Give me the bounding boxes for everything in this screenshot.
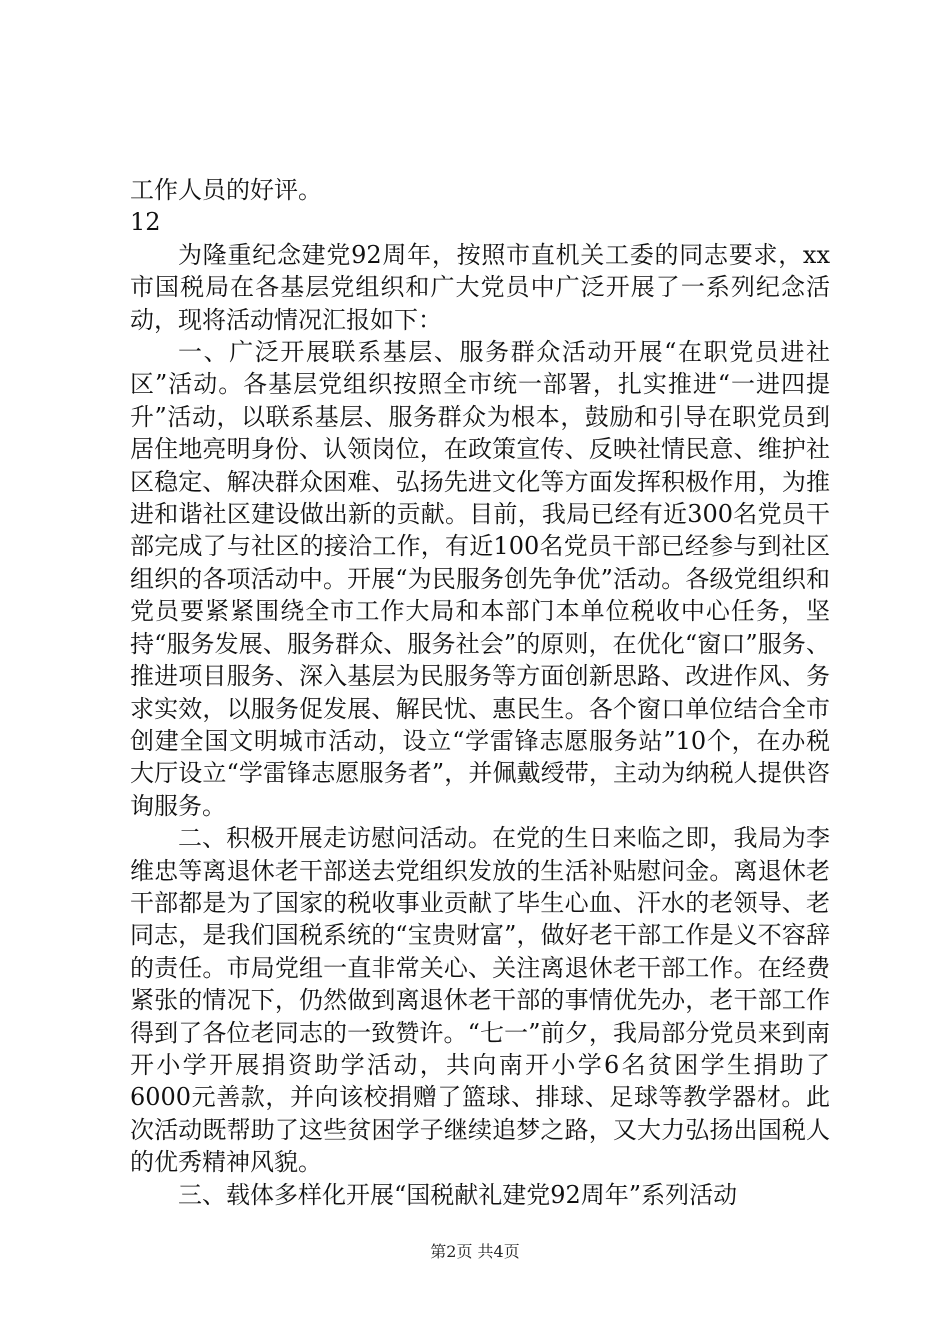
paragraph-number: 12 [130, 208, 161, 237]
paragraph-continuation: 工作人员的好评。 [130, 176, 322, 204]
document-body [130, 174, 830, 1211]
page-footer: 第2页 共4页 [430, 1242, 520, 1261]
paragraph-section-1: 一、广泛开展联系基层、服务群众活动开展“在职党员进社区”活动。各基层党组织按照全市统一部署，扎实推进“一进四提升”活动，以联系基层、服务群众为根本，鼓励和引导在职党员到居住地亮明身份、认领岗位，在政策宣传、反映社情民意、维护社区稳定、解决群众困难、弘扬先进文化等方面发挥积极作用，为推进和谐社区建设做出新的贡献。目前，我局已经有近300名党员干部完成了与社区的接洽工作，有近100名党员干部已经参与到社区组织的各项活动中。开展“为民服务创先争优”活动。各级党组织和党员要紧紧围绕全市工作大局和本部门本单位税收中心任务，坚持“服务发展、服务群众、服务社会”的原则，在优化“窗口”服务、推进项目服务、深入基层为民服务等方面创新思路、改进作风、务求实效，以服务促发展、解民忧、惠民生。各个窗口单位结合全市创建全国文明城市活动，设立“学雷锋志愿服务站”10个，在办税大厅设立“学雷锋志愿服务者”，并佩戴绶带，主动为纳税人提供咨询服务。 [130, 338, 830, 820]
paragraph-intro: 为隆重纪念建党92周年，按照市直机关工委的同志要求，xx市国税局在各基层党组织和广大党员中广泛开展了一系列纪念活动，现将活动情况汇报如下： [130, 240, 830, 334]
paragraph-section-3: 三、载体多样化开展“国税献礼建党92周年”系列活动 [178, 1180, 738, 1209]
paragraph-section-2: 二、积极开展走访慰问活动。在党的生日来临之即，我局为李维忠等离退休老干部送去党组织发放的生活补贴慰问金。离退休老干部都是为了国家的税收事业贡献了毕生心血、汗水的老领导、老同志，是我们国税系统的“宝贵财富”，做好老干部工作是义不容辞的责任。市局党组一直非常关心、关注离退休老干部工作。在经费紧张的情况下，仍然做到离退休老干部的事情优先办，老干部工作得到了各位老同志的一致赞许。“七一”前夕，我局部分党员来到南开小学开展捐资助学活动，共向南开小学6名贫困学生捐助了6000元善款，并向该校捐赠了篮球、排球、足球等教学器材。此次活动既帮助了这些贫困学子继续追梦之路，又大力弘扬出国税人的优秀精神风貌。 [130, 824, 830, 1177]
